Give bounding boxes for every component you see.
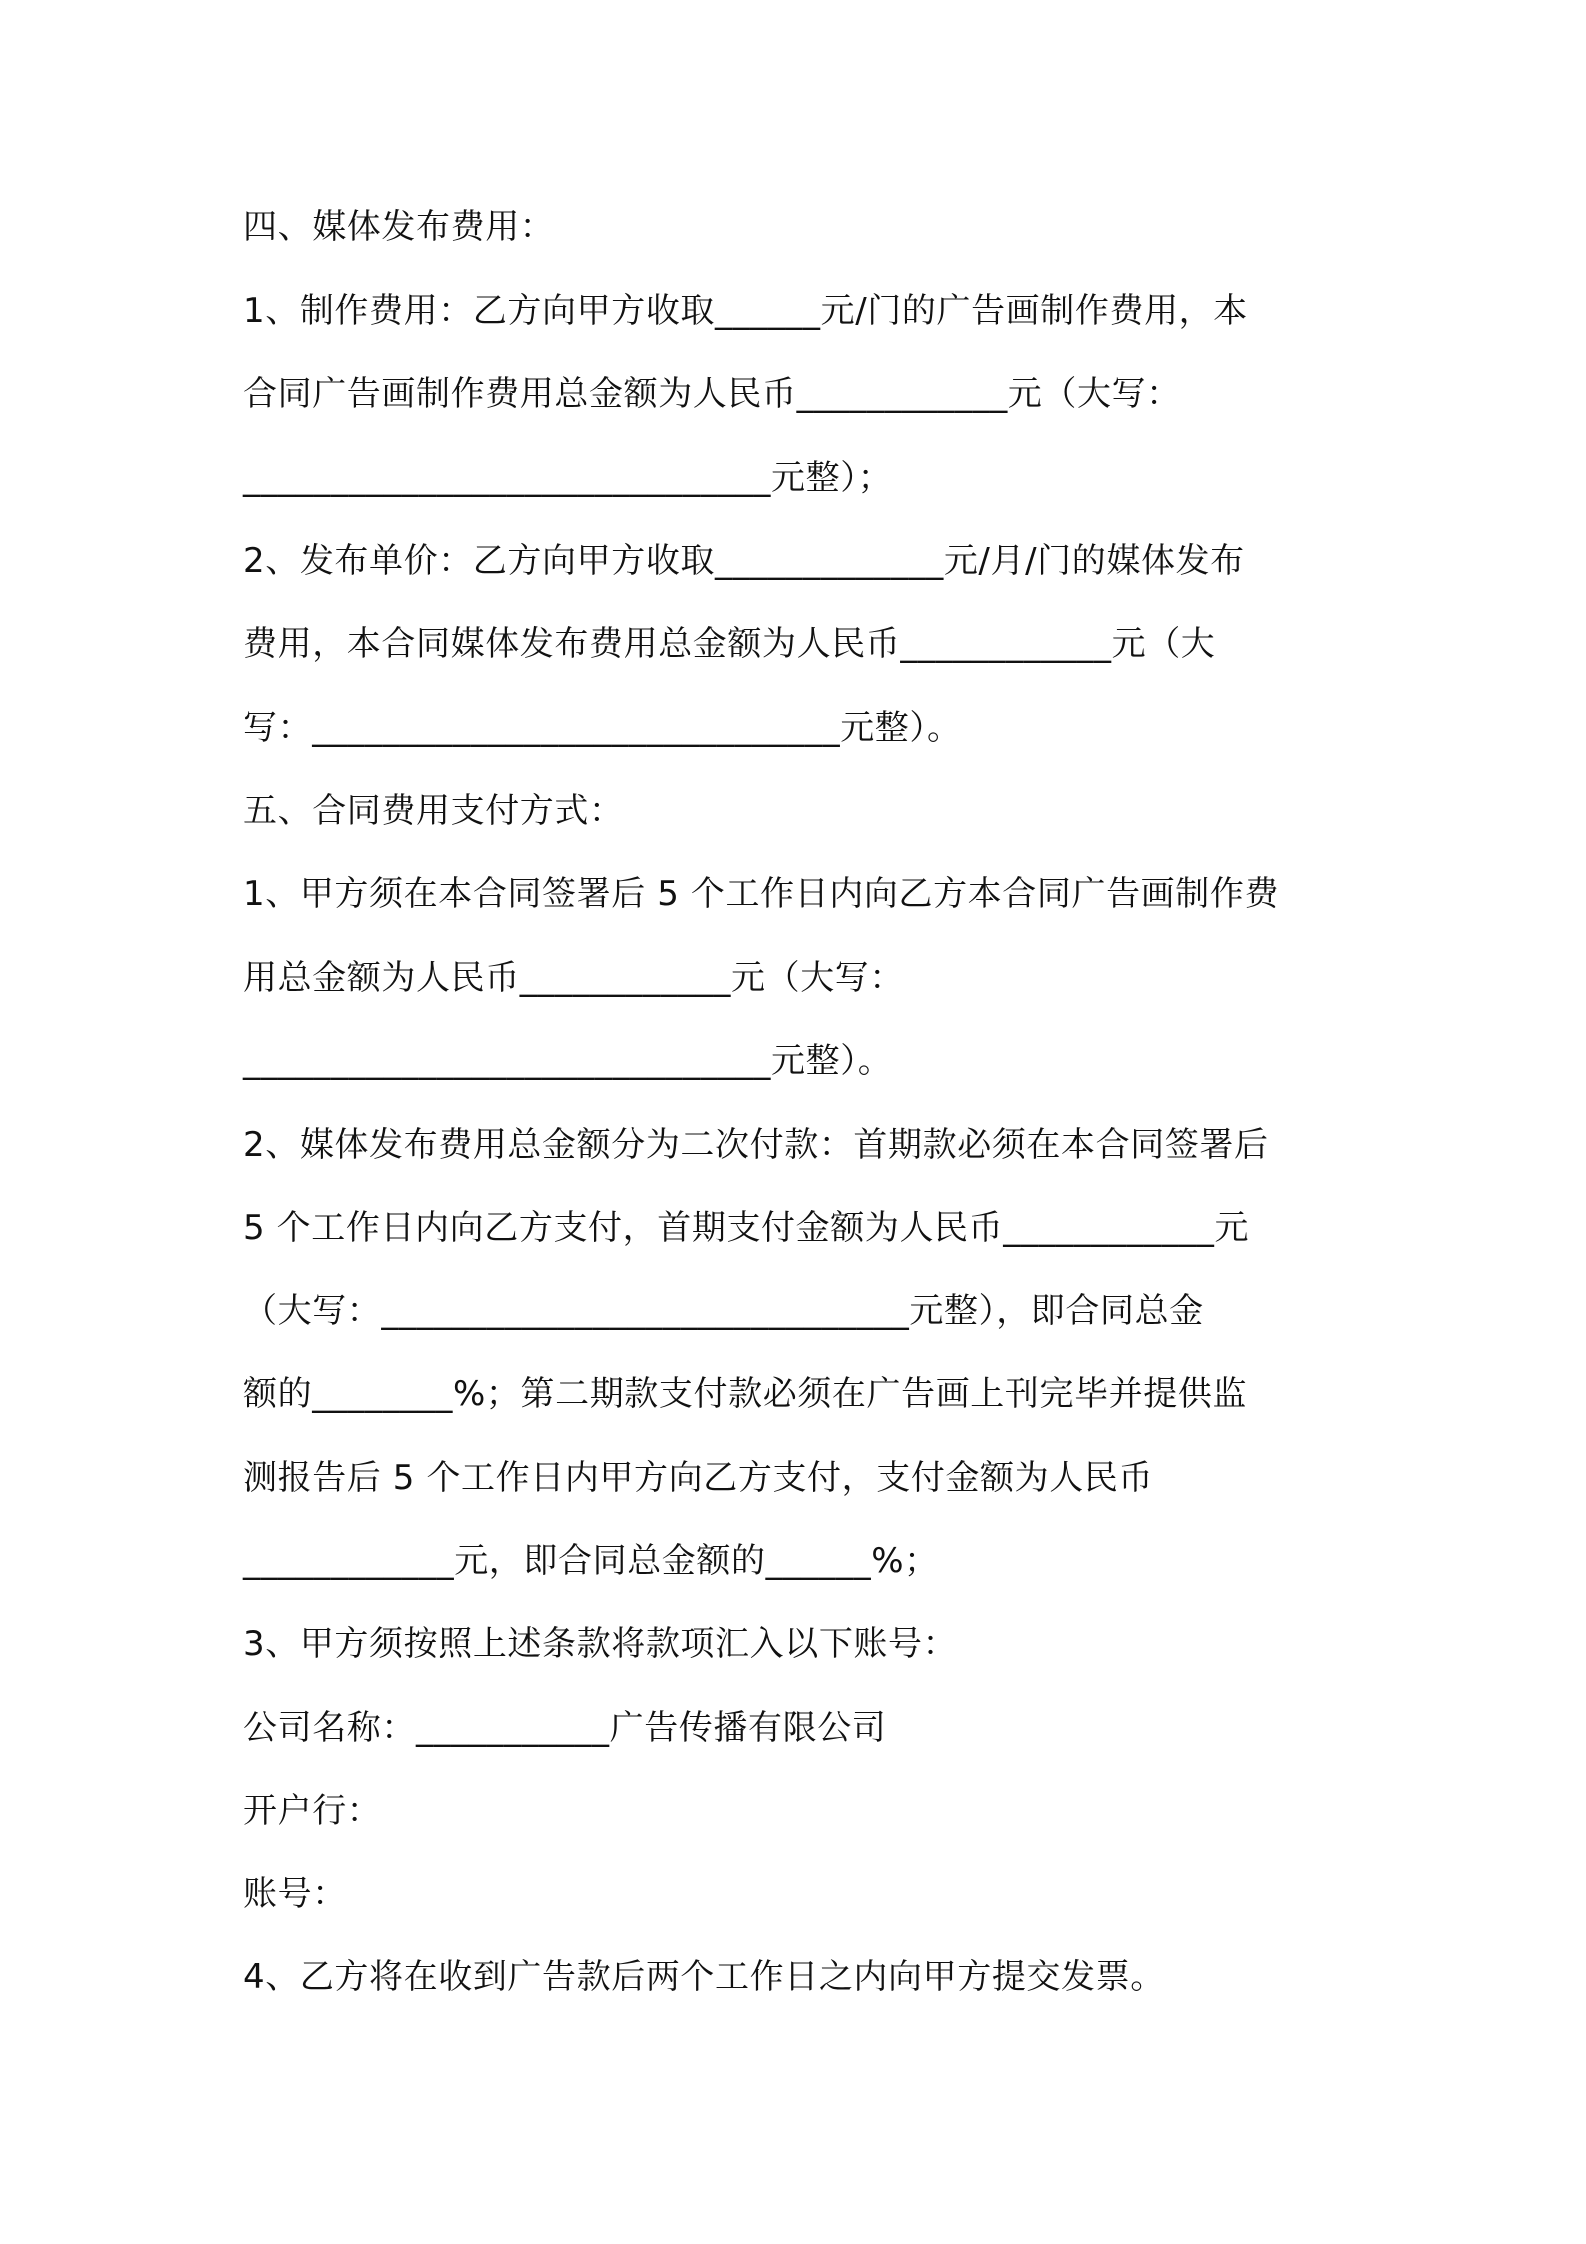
- company-name-field: 公司名称：___________广告传播有限公司: [243, 1708, 887, 1748]
- clause-payment-2-line-4: 额的________%；第二期款支付款必须在广告画上刊完毕并提供监: [243, 1374, 1248, 1414]
- account-field: 账号：: [243, 1874, 347, 1914]
- clause-production-fee-line-2: 合同广告画制作费用总金额为人民币____________元（大写：: [243, 374, 1181, 414]
- section-heading-payment-method: 五、合同费用支付方式：: [243, 791, 624, 831]
- clause-payment-1-line-3: ______________________________元整）。: [243, 1041, 893, 1081]
- clause-payment-4: 4、乙方将在收到广告款后两个工作日之内向甲方提交发票。: [243, 1957, 1165, 1997]
- clause-publish-price-line-1: 2、发布单价：乙方向甲方收取_____________元/月/门的媒体发布: [243, 541, 1245, 581]
- clause-payment-2-line-2: 5 个工作日内向乙方支付，首期支付金额为人民币____________元: [243, 1208, 1250, 1248]
- clause-production-fee-line-3: ______________________________元整）；: [243, 458, 893, 498]
- clause-payment-2-line-1: 2、媒体发布费用总金额分为二次付款：首期款必须在本合同签署后: [243, 1125, 1269, 1165]
- clause-publish-price-line-2: 费用，本合同媒体发布费用总金额为人民币____________元（大: [243, 624, 1216, 664]
- clause-publish-price-line-3: 写：______________________________元整）。: [243, 708, 962, 748]
- clause-payment-3: 3、甲方须按照上述条款将款项汇入以下账号：: [243, 1624, 958, 1664]
- bank-field: 开户行：: [243, 1791, 382, 1831]
- clause-payment-2-line-5: 测报告后 5 个工作日内甲方向乙方支付，支付金额为人民币: [243, 1458, 1154, 1498]
- clause-payment-1-line-2: 用总金额为人民币____________元（大写：: [243, 958, 904, 998]
- clause-payment-2-line-3: （大写：______________________________元整），即合同总金: [243, 1291, 1204, 1331]
- clause-production-fee-line-1: 1、制作费用：乙方向甲方收取______元/门的广告画制作费用，本: [243, 291, 1248, 331]
- section-heading-media-fees: 四、媒体发布费用：: [243, 207, 555, 247]
- clause-payment-2-line-6: ____________元，即合同总金额的______%；: [243, 1541, 939, 1581]
- clause-payment-1-line-1: 1、甲方须在本合同签署后 5 个工作日内向乙方本合同广告画制作费: [243, 874, 1280, 914]
